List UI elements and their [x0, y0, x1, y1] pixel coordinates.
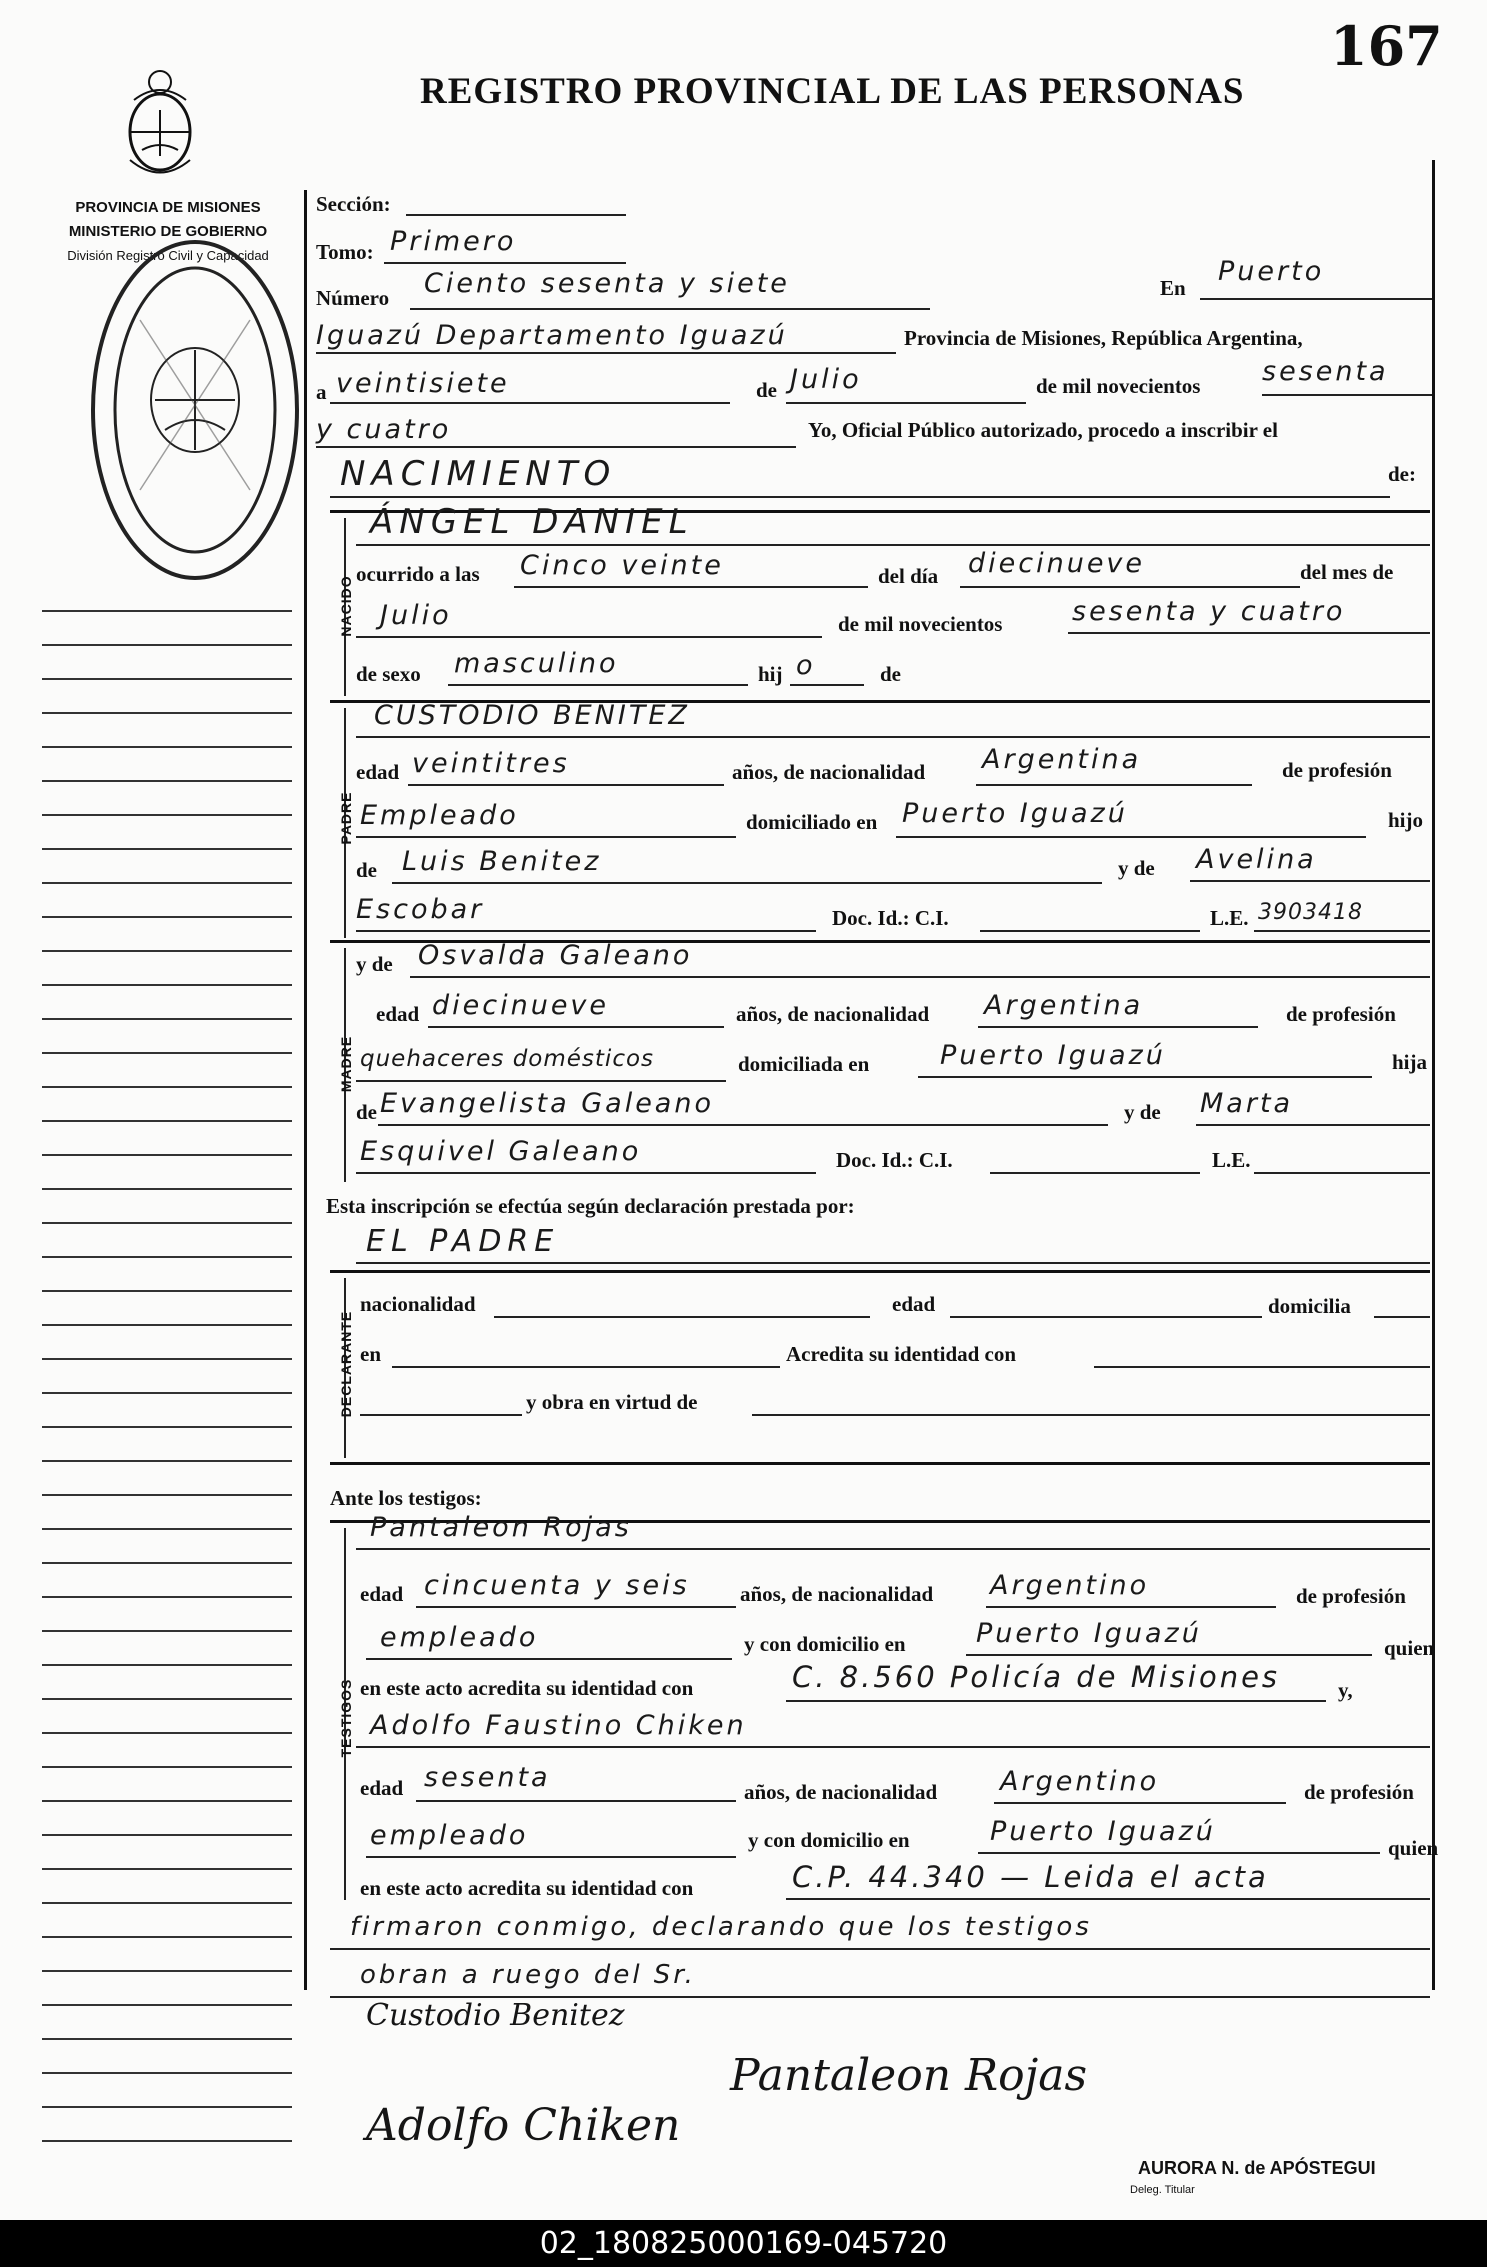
- seccion-label: Sección:: [316, 192, 391, 216]
- margin-line: [42, 2140, 292, 2142]
- hora-line: [514, 586, 868, 588]
- margin-line: [42, 1460, 292, 1462]
- testigo1-edad-label: edad: [360, 1582, 404, 1606]
- margin-line: [42, 1562, 292, 1564]
- testigo2-acredita-label: en este acto acredita su identidad con: [360, 1876, 694, 1900]
- testigo1-identidad-value: C. 8.560 Policía de Misiones: [792, 1660, 1281, 1694]
- padre-nac-line: [976, 784, 1252, 786]
- madre-padre-line: [378, 1124, 1108, 1126]
- padre-dom-line: [896, 836, 1366, 838]
- margin-line: [42, 610, 292, 612]
- margin-line: [42, 1664, 292, 1666]
- margin-line: [42, 950, 292, 952]
- madre-madre-de-1: Marta: [1200, 1088, 1294, 1119]
- margin-line: [42, 916, 292, 918]
- madre-edad-value: diecinueve: [432, 990, 610, 1021]
- padre-nombre-line: [356, 736, 1430, 738]
- right-rule: [1432, 160, 1435, 1990]
- hijo-de-label: de: [880, 662, 901, 686]
- numero-line: [410, 308, 930, 310]
- padre-y-de-label: y de: [1118, 856, 1155, 880]
- margin-line: [42, 1392, 292, 1394]
- declarante-section-label: DECLARANTE: [338, 1310, 354, 1418]
- anio1-line: [1262, 394, 1432, 396]
- provincia-text: Provincia de Misiones, República Argentina,: [904, 326, 1303, 350]
- margin-line: [42, 2072, 292, 2074]
- declarante-edad-label: edad: [892, 1292, 936, 1316]
- authority-ministry: MINISTERIO DE GOBIERNO: [68, 223, 268, 240]
- margin-line: [42, 1970, 292, 1972]
- page-title: REGISTRO PROVINCIAL DE LAS PERSONAS: [420, 71, 1245, 112]
- testigo2-prof-label: de profesión: [1304, 1780, 1414, 1804]
- madre-edad-label: edad: [376, 1002, 420, 1026]
- padre-edad-line: [408, 784, 724, 786]
- anio-1-value: sesenta: [1262, 356, 1389, 387]
- margin-line: [42, 1120, 292, 1122]
- margin-line: [42, 1358, 292, 1360]
- testigo1-edad-value: cincuenta y seis: [424, 1570, 690, 1601]
- lugar-1-value: Puerto: [1218, 256, 1325, 287]
- padre-de-label: de: [356, 858, 377, 882]
- madre-dom-label: domiciliada en: [738, 1052, 870, 1076]
- margin-line: [42, 1324, 292, 1326]
- margin-line: [42, 712, 292, 714]
- margin-line: [42, 1154, 292, 1156]
- margin-line: [42, 1698, 292, 1700]
- madre-y-de2-label: y de: [1124, 1100, 1161, 1124]
- madre-prof-line: [356, 1080, 726, 1082]
- padre-hijo-label: hijo: [1388, 808, 1424, 832]
- padre-section-label: PADRE: [338, 791, 354, 845]
- madre-madre2-line: [356, 1172, 816, 1174]
- margin-line: [42, 1426, 292, 1428]
- del-mes-label: del mes de: [1300, 560, 1394, 584]
- declarante-en-line: [392, 1366, 780, 1368]
- margin-line: [42, 1732, 292, 1734]
- margin-line: [42, 1630, 292, 1632]
- margin-line: [42, 1800, 292, 1802]
- coat-of-arms-icon: [120, 60, 200, 180]
- margin-line: [42, 1256, 292, 1258]
- margin-line: [42, 746, 292, 748]
- padre-madre2-line: [356, 930, 816, 932]
- authority-province: PROVINCIA DE MISIONES: [75, 199, 261, 216]
- mes-line: [786, 402, 1026, 404]
- padre-nacionalidad-value: Argentina: [982, 744, 1142, 775]
- madre-doc-line: [990, 1172, 1200, 1174]
- madre-y-de-label: y de: [356, 952, 393, 976]
- declaracion-text: Esta inscripción se efectúa según declaración prestada por:: [326, 1194, 855, 1218]
- margin-line: [42, 882, 292, 884]
- testigo2-dom-line: [978, 1852, 1380, 1854]
- margin-line: [42, 1494, 292, 1496]
- madre-le-line: [1254, 1172, 1430, 1174]
- anio-nacido-value: sesenta y cuatro: [1072, 596, 1346, 627]
- margin-line: [42, 678, 292, 680]
- padre-edad-label: edad: [356, 760, 400, 784]
- declarante-acredita-line: [1094, 1366, 1430, 1368]
- closing-line-2: obran a ruego del Sr.: [360, 1960, 696, 1990]
- testigo1-nac-line: [986, 1606, 1276, 1608]
- testigo2-profesion-value: empleado: [370, 1820, 529, 1851]
- tomo-value: Primero: [390, 226, 517, 257]
- madre-domicilio-value: Puerto Iguazú: [940, 1040, 1166, 1071]
- madre-dom-line: [918, 1076, 1372, 1078]
- declarante-en-label: en: [360, 1342, 381, 1366]
- hora-value: Cinco veinte: [520, 550, 724, 581]
- tomo-line: [384, 262, 626, 264]
- declarante-virtud-pre-line: [360, 1414, 522, 1416]
- testigo1-identidad-line: [786, 1700, 1326, 1702]
- anio2-line: [316, 446, 796, 448]
- margin-line: [42, 1290, 292, 1292]
- testigo2-nacionalidad-value: Argentino: [1000, 1766, 1160, 1797]
- testigo1-acredita-label: en este acto acredita su identidad con: [360, 1676, 694, 1700]
- padre-nac-label: años, de nacionalidad: [732, 760, 926, 784]
- testigo2-nac-label: años, de nacionalidad: [744, 1780, 938, 1804]
- ocurrido-label: ocurrido a las: [356, 562, 480, 586]
- en-label: En: [1160, 276, 1186, 300]
- margin-line: [42, 984, 292, 986]
- madre-nac-line: [978, 1026, 1258, 1028]
- padre-madre-de-1: Avelina: [1196, 844, 1317, 875]
- official-seal-stamp-icon: [80, 230, 310, 590]
- nombre-line: [356, 544, 1430, 546]
- margin-rule: [304, 190, 307, 1990]
- dia-value: veintisiete: [336, 368, 510, 399]
- margin-line: [42, 1222, 292, 1224]
- numero-value: Ciento sesenta y siete: [424, 268, 790, 299]
- nacido-section-label: NACIDO: [338, 575, 354, 637]
- margin-line: [42, 848, 292, 850]
- padre-padre-line: [392, 882, 1102, 884]
- padre-madre-line: [1190, 880, 1430, 882]
- lugar-2-value: Iguazú Departamento Iguazú: [316, 320, 788, 351]
- a-label: a: [316, 380, 327, 404]
- testigos-pre-rule: [330, 1462, 1430, 1465]
- padre-doc-line: [980, 930, 1200, 932]
- madre-hija-label: hija: [1392, 1050, 1428, 1074]
- madre-edad-line: [428, 1026, 724, 1028]
- testigo1-profesion-value: empleado: [380, 1622, 539, 1653]
- margin-line: [42, 1834, 292, 1836]
- declarante-line: [356, 1262, 1430, 1264]
- margin-line: [42, 1902, 292, 1904]
- officer-stamp-title: Deleg. Titular: [1130, 2184, 1195, 2196]
- declarante-nac-label: nacionalidad: [360, 1292, 476, 1316]
- margin-line: [42, 2106, 292, 2108]
- testigo1-prof-label: de profesión: [1296, 1584, 1406, 1608]
- hijo-label: hij: [758, 662, 783, 686]
- margin-line: [42, 1188, 292, 1190]
- declarante-edad-line: [950, 1316, 1262, 1318]
- padre-prof-label: de profesión: [1282, 758, 1392, 782]
- margin-line: [42, 644, 292, 646]
- padre-prof-line: [356, 836, 736, 838]
- testigo2-edad-label: edad: [360, 1776, 404, 1800]
- declarante-value: EL PADRE: [366, 1224, 560, 1259]
- sexo-line: [448, 684, 748, 686]
- testigo2-nombre-line: [356, 1746, 1430, 1748]
- mes-nacido-value: Julio: [380, 600, 452, 631]
- anio-2-value: y cuatro: [316, 414, 452, 445]
- declarante-acredita-label: Acredita su identidad con: [786, 1342, 1017, 1366]
- declarante-virtud-line: [752, 1414, 1430, 1416]
- dia-nacido-value: diecinueve: [968, 548, 1146, 579]
- padre-le-line: [1254, 930, 1430, 932]
- seccion-line: [406, 214, 626, 216]
- testigo2-quien-label: quien: [1388, 1836, 1439, 1860]
- testigo2-dom-label: y con domicilio en: [748, 1828, 910, 1852]
- declarante-dom-line: [1374, 1316, 1430, 1318]
- madre-madre-de-2: Esquivel Galeano: [360, 1136, 642, 1167]
- madre-de-label: de: [356, 1100, 377, 1124]
- testigo2-domicilio-value: Puerto Iguazú: [990, 1816, 1216, 1847]
- numero-label: Número: [316, 286, 390, 310]
- padre-le-value: 3903418: [1258, 900, 1363, 925]
- hijo-line: [790, 684, 864, 686]
- signature-testigo-1: Pantaleon Rojas: [730, 2050, 1088, 2101]
- authority-division: División Registro Civil y Capacidad: [67, 248, 269, 263]
- padre-dom-label: domiciliado en: [746, 810, 878, 834]
- testigo1-domicilio-value: Puerto Iguazú: [976, 1618, 1202, 1649]
- anio-nacido-line: [1068, 632, 1430, 634]
- testigo2-edad-value: sesenta: [424, 1762, 551, 1793]
- closing-line1-rule: [330, 1948, 1430, 1950]
- mes-value: Julio: [790, 364, 862, 395]
- testigos-section-label: TESTIGOS: [338, 1678, 354, 1758]
- testigo2-nombre: Adolfo Faustino Chiken: [370, 1710, 747, 1741]
- closing-line-1: firmaron conmigo, declarando que los testigos: [350, 1912, 1092, 1942]
- margin-line: [42, 1052, 292, 1054]
- madre-nombre: Osvalda Galeano: [418, 940, 693, 971]
- padre-le-label: L.E.: [1210, 906, 1249, 930]
- padre-edad-value: veintitres: [412, 748, 570, 779]
- madre-le-label: L.E.: [1212, 1148, 1251, 1172]
- officer-stamp-name: AURORA N. de APÓSTEGUI: [1138, 2158, 1376, 2178]
- signature-testigo-2: Adolfo Chiken: [366, 2100, 681, 2151]
- lugar1-line: [1200, 298, 1432, 300]
- testigo2-identidad-line: [786, 1898, 1430, 1900]
- madre-nac-label: años, de nacionalidad: [736, 1002, 930, 1026]
- anio-text: de mil novecientos: [1036, 374, 1201, 398]
- testigo1-prof-line: [366, 1658, 732, 1660]
- margin-line: [42, 780, 292, 782]
- madre-doc-label: Doc. Id.: C.I.: [836, 1148, 953, 1172]
- testigo1-nacionalidad-value: Argentino: [990, 1570, 1150, 1601]
- testigo2-edad-line: [416, 1800, 736, 1802]
- anio-nacido-label: de mil novecientos: [838, 612, 1003, 636]
- madre-section-label: MADRE: [338, 1035, 354, 1093]
- madre-nombre-line: [410, 976, 1430, 978]
- signature-padre: Custodio Benitez: [366, 1998, 625, 2033]
- testigo1-nombre-line: [356, 1548, 1430, 1550]
- margin-line: [42, 1528, 292, 1530]
- acto-line: [330, 496, 1390, 498]
- margin-line: [42, 1018, 292, 1020]
- del-dia-label: del día: [878, 564, 939, 588]
- de-label: de: [756, 378, 777, 402]
- margin-line: [42, 2038, 292, 2040]
- padre-madre-de-2: Escobar: [356, 894, 485, 925]
- madre-nacionalidad-value: Argentina: [984, 990, 1144, 1021]
- declarante-dom-label: domicilia: [1268, 1294, 1351, 1318]
- sexo-label: de sexo: [356, 662, 421, 686]
- margin-line: [42, 1086, 292, 1088]
- madre-profesion-value: quehaceres domésticos: [360, 1046, 655, 1072]
- testigo1-dom-label: y con domicilio en: [744, 1632, 906, 1656]
- madre-prof-label: de profesión: [1286, 1002, 1396, 1026]
- lugar2-line: [316, 352, 896, 354]
- testigo1-nombre: Pantaleon Rojas: [370, 1512, 632, 1543]
- testigo1-nac-label: años, de nacionalidad: [740, 1582, 934, 1606]
- dia-nacido-line: [960, 586, 1300, 588]
- testigo1-dom-line: [966, 1654, 1372, 1656]
- margin-line: [42, 1596, 292, 1598]
- declarante-nac-line: [494, 1316, 870, 1318]
- de-colon: de:: [1388, 462, 1416, 486]
- padre-padre-de: Luis Benitez: [402, 846, 602, 877]
- document-id-footer: 02_180825000169-045720: [0, 2220, 1487, 2267]
- margin-line: [42, 1936, 292, 1938]
- nacido-nombre: ÁNGEL DANIEL: [370, 502, 694, 542]
- testigo1-quien-label: quien: [1384, 1636, 1435, 1660]
- padre-domicilio-value: Puerto Iguazú: [902, 798, 1128, 829]
- hijo-suffix: o: [796, 650, 816, 681]
- declarante-virtud-label: y obra en virtud de: [526, 1390, 698, 1414]
- madre-madre-line: [1196, 1124, 1430, 1126]
- testigo2-prof-line: [366, 1856, 736, 1858]
- padre-doc-label: Doc. Id.: C.I.: [832, 906, 949, 930]
- mes-nacido-line: [356, 636, 822, 638]
- dia-line: [330, 402, 730, 404]
- madre-padre-de: Evangelista Galeano: [380, 1088, 714, 1119]
- margin-line: [42, 1868, 292, 1870]
- padre-profesion-value: Empleado: [360, 800, 519, 831]
- declarante-top-rule: [330, 1270, 1430, 1273]
- padre-nombre: CUSTODIO BENITEZ: [374, 700, 690, 731]
- acto-value: NACIMIENTO: [340, 454, 617, 494]
- testigo1-y-label: y,: [1338, 1678, 1353, 1702]
- tomo-label: Tomo:: [316, 240, 374, 264]
- folio-number: 167: [1330, 14, 1443, 78]
- testigo1-edad-line: [416, 1606, 736, 1608]
- testigo2-nac-line: [994, 1802, 1286, 1804]
- oficial-text: Yo, Oficial Público autorizado, procedo a inscribir el: [808, 418, 1278, 442]
- testigo2-identidad-value: C.P. 44.340 — Leida el acta: [792, 1860, 1269, 1894]
- margin-line: [42, 1766, 292, 1768]
- sexo-value: masculino: [454, 648, 619, 679]
- margin-line: [42, 2004, 292, 2006]
- ante-testigos-label: Ante los testigos:: [330, 1486, 482, 1510]
- margin-line: [42, 814, 292, 816]
